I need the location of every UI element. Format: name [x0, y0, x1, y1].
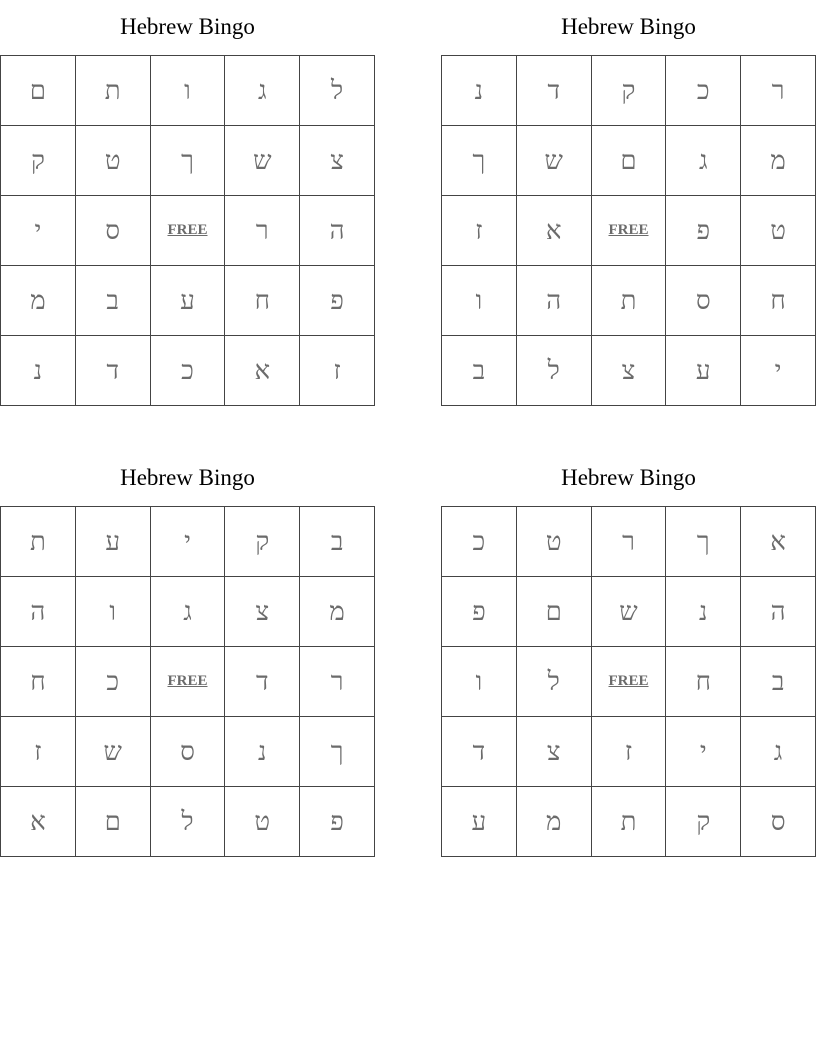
grid-cell: ב — [75, 266, 150, 336]
grid-row — [1, 196, 375, 266]
grid-cell: ט — [741, 196, 816, 266]
bingo-grid — [0, 506, 375, 857]
grid-cell: צ — [516, 717, 591, 787]
grid-cell: ע — [442, 787, 517, 857]
grid-cell: א — [1, 787, 76, 857]
grid-cell: ג — [741, 717, 816, 787]
grid-row — [1, 507, 375, 577]
grid-cell: ג — [225, 56, 300, 126]
grid-cell: ר — [741, 56, 816, 126]
grid-cell: ה — [300, 196, 375, 266]
grid-cell: ס — [741, 787, 816, 857]
grid-cell: ס — [75, 196, 150, 266]
bingo-card-4 — [441, 451, 816, 857]
grid-cell: ל — [300, 56, 375, 126]
grid-cell: נ — [225, 717, 300, 787]
grid-cell: ך — [666, 507, 741, 577]
grid-cell: ג — [666, 126, 741, 196]
grid-cell: ש — [225, 126, 300, 196]
grid-cell: כ — [442, 507, 517, 577]
bingo-grid — [441, 55, 816, 406]
grid-cell: ך — [300, 717, 375, 787]
grid-cell: ו — [75, 577, 150, 647]
grid-cell: פ — [300, 266, 375, 336]
grid-row — [442, 717, 816, 787]
grid-cell: נ — [666, 577, 741, 647]
grid-cell: ה — [516, 266, 591, 336]
grid-cell: ז — [591, 717, 666, 787]
grid-cell: ד — [442, 717, 517, 787]
grid-row — [1, 647, 375, 717]
grid-cell: י — [1, 196, 76, 266]
grid-cell: פ — [666, 196, 741, 266]
grid-row — [442, 56, 816, 126]
grid-row — [442, 336, 816, 406]
grid-row — [442, 126, 816, 196]
grid-cell: ת — [1, 507, 76, 577]
grid-cell: ר — [225, 196, 300, 266]
grid-cell: ש — [591, 577, 666, 647]
grid-cell: ל — [516, 336, 591, 406]
grid-cell: ע — [150, 266, 225, 336]
grid-cell: כ — [150, 336, 225, 406]
grid-row — [1, 717, 375, 787]
grid-row — [1, 577, 375, 647]
grid-cell: מ — [1, 266, 76, 336]
grid-cell: צ — [300, 126, 375, 196]
grid-cell: ם — [75, 787, 150, 857]
grid-cell: ו — [150, 56, 225, 126]
grid-cell: ט — [516, 507, 591, 577]
grid-cell: ל — [516, 647, 591, 717]
grid-cell: ט — [225, 787, 300, 857]
grid-cell: א — [516, 196, 591, 266]
bingo-card-1 — [0, 0, 375, 406]
grid-cell: ו — [442, 266, 517, 336]
grid-cell: ר — [300, 647, 375, 717]
grid-cell: ם — [1, 56, 76, 126]
grid-cell: ך — [150, 126, 225, 196]
grid-cell: מ — [516, 787, 591, 857]
grid-cell: ס — [150, 717, 225, 787]
grid-cell: מ — [741, 126, 816, 196]
grid-row — [1, 336, 375, 406]
grid-cell: ה — [1, 577, 76, 647]
grid-cell: ב — [300, 507, 375, 577]
grid-cell: נ — [1, 336, 76, 406]
grid-cell: ש — [75, 717, 150, 787]
grid-cell: ע — [666, 336, 741, 406]
grid-row — [442, 787, 816, 857]
grid-cell: ז — [1, 717, 76, 787]
grid-row — [442, 507, 816, 577]
grid-cell: פ — [300, 787, 375, 857]
free-space: FREE — [591, 196, 666, 266]
grid-cell: ת — [75, 56, 150, 126]
grid-cell: ח — [666, 647, 741, 717]
grid-row — [1, 126, 375, 196]
grid-cell: ה — [741, 577, 816, 647]
free-space: FREE — [150, 196, 225, 266]
grid-row — [1, 56, 375, 126]
grid-cell: ב — [442, 336, 517, 406]
grid-cell: ם — [516, 577, 591, 647]
grid-cell: ו — [442, 647, 517, 717]
grid-cell: ק — [225, 507, 300, 577]
grid-cell: ב — [741, 647, 816, 717]
bingo-card-3 — [0, 451, 375, 857]
grid-row — [442, 266, 816, 336]
grid-cell: ח — [741, 266, 816, 336]
grid-cell: ק — [1, 126, 76, 196]
grid-cell: ך — [442, 126, 517, 196]
grid-cell: צ — [591, 336, 666, 406]
card-title: Hebrew Bingo — [120, 14, 255, 39]
grid-cell: צ — [225, 577, 300, 647]
grid-cell: ד — [75, 336, 150, 406]
grid-cell: ע — [75, 507, 150, 577]
grid-cell: ז — [300, 336, 375, 406]
free-space: FREE — [591, 647, 666, 717]
bingo-card-2 — [441, 0, 816, 406]
grid-cell: כ — [75, 647, 150, 717]
grid-cell: ס — [666, 266, 741, 336]
grid-cell: ד — [225, 647, 300, 717]
grid-cell: ר — [591, 507, 666, 577]
bingo-grid — [441, 506, 816, 857]
grid-cell: ת — [591, 787, 666, 857]
grid-cell: ד — [516, 56, 591, 126]
grid-cell: פ — [442, 577, 517, 647]
grid-row — [442, 647, 816, 717]
grid-cell: ז — [442, 196, 517, 266]
grid-row — [442, 577, 816, 647]
grid-cell: כ — [666, 56, 741, 126]
grid-cell: י — [150, 507, 225, 577]
grid-cell: ל — [150, 787, 225, 857]
card-title: Hebrew Bingo — [561, 465, 696, 490]
grid-cell: ת — [591, 266, 666, 336]
grid-cell: ח — [225, 266, 300, 336]
grid-cell: מ — [300, 577, 375, 647]
card-title: Hebrew Bingo — [120, 465, 255, 490]
grid-cell: ם — [591, 126, 666, 196]
free-space: FREE — [150, 647, 225, 717]
card-title: Hebrew Bingo — [561, 14, 696, 39]
grid-cell: א — [741, 507, 816, 577]
grid-row — [1, 787, 375, 857]
grid-cell: ק — [591, 56, 666, 126]
grid-cell: ח — [1, 647, 76, 717]
bingo-grid — [0, 55, 375, 406]
grid-cell: נ — [442, 56, 517, 126]
grid-cell: ט — [75, 126, 150, 196]
grid-row — [442, 196, 816, 266]
grid-cell: ש — [516, 126, 591, 196]
grid-cell: ג — [150, 577, 225, 647]
grid-cell: ק — [666, 787, 741, 857]
grid-cell: י — [741, 336, 816, 406]
grid-cell: י — [666, 717, 741, 787]
grid-row — [1, 266, 375, 336]
grid-cell: א — [225, 336, 300, 406]
